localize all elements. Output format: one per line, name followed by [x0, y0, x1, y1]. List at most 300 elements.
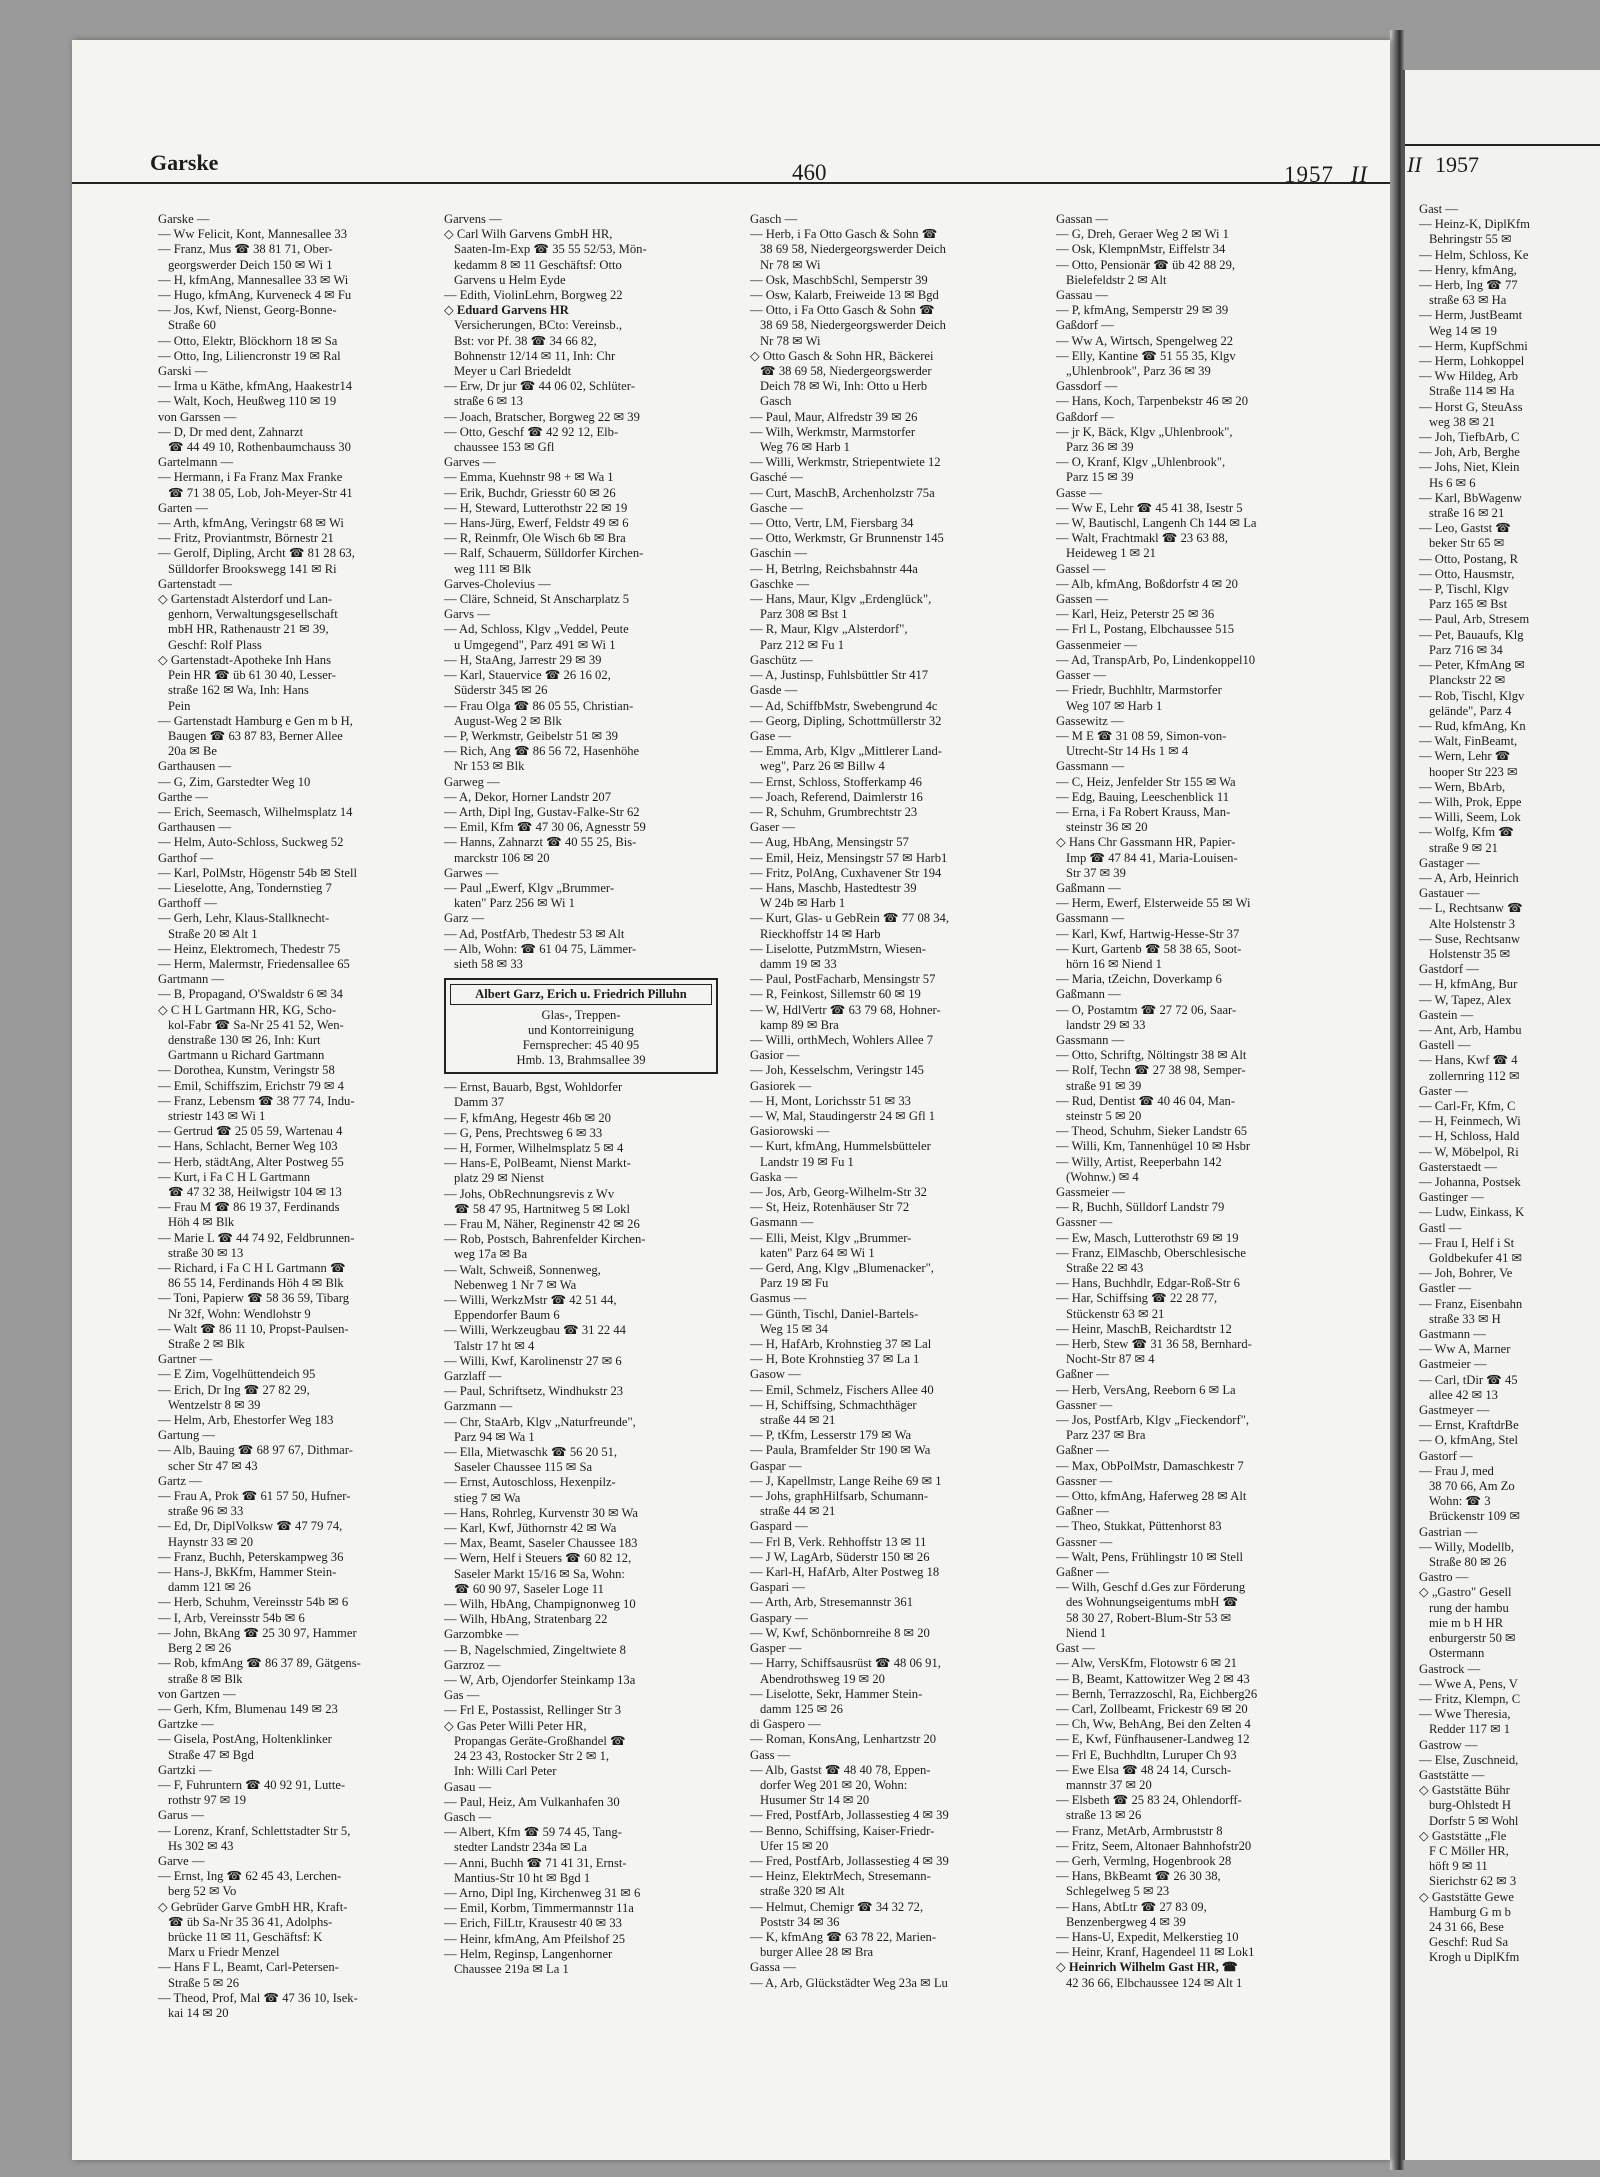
directory-entry: — Frl L, Postang, Elbchaussee 515 [1056, 622, 1235, 637]
directory-entry: — Fritz, PolAng, Cuxhavener Str 194 [750, 865, 942, 880]
directory-entry: Str 37 ✉ 39 [1066, 865, 1126, 880]
directory-entry: Saseler Chaussee 115 ✉ Sa [454, 1460, 593, 1475]
directory-entry: Ufer 15 ✉ 20 [760, 1838, 829, 1853]
facing-entry: — Johanna, Postsek [1419, 1175, 1521, 1189]
directory-entry: — Willi, Werkzeugbau ☎ 31 22 44 [444, 1323, 626, 1338]
directory-entry: — Willi, Werkmstr, Striepentwiete 12 [750, 455, 941, 470]
directory-entry: — Benno, Schiffsing, Kaiser-Friedr- [750, 1823, 935, 1838]
directory-entry: — Wilh, Werkmstr, Marmstorfer [750, 424, 916, 439]
directory-entry: — Gertrud ☎ 25 05 59, Wartenau 4 [158, 1124, 343, 1139]
directory-entry: katen" Parz 64 ✉ Wi 1 [760, 1245, 875, 1260]
surname-heading: Gasser — [1056, 668, 1107, 683]
surname-heading: Gassner — [1056, 1534, 1113, 1549]
surname-heading: Garwes — [444, 865, 499, 880]
surname-heading: Garthausen — [158, 820, 232, 835]
facing-page [1402, 70, 1600, 2160]
directory-entry: — H, Steward, Lutterothstr 22 ✉ 19 [444, 500, 628, 515]
directory-entry: — Toni, Papierw ☎ 58 36 59, Tibarg [158, 1291, 350, 1306]
facing-entry: — Rud, kfmAng, Kn [1419, 718, 1526, 733]
directory-entry: straße 44 ✉ 21 [760, 1413, 836, 1428]
facing-entry: — Joh, TiefbArb, C [1419, 430, 1520, 445]
facing-entry: — Wilh, Prok, Eppe [1419, 794, 1522, 809]
directory-entry: — H, Schiffsing, Schmachthäger [750, 1397, 917, 1412]
facing-entry: weg 38 ✉ 21 [1429, 414, 1496, 429]
directory-entry: Mantius-Str 10 ht ✉ Bgd 1 [454, 1870, 591, 1885]
directory-entry: — Hans-J, BkKfm, Hammer Stein- [158, 1565, 337, 1580]
directory-entry: Nr 153 ✉ Blk [454, 759, 525, 774]
directory-entry: — Ad, Schloss, Klgv „Veddel, Peute [444, 622, 629, 637]
directory-entry: — Heinr, kfmAng, Am Pfeilshof 25 [444, 1931, 626, 1946]
directory-entry: — Paul, PostFacharb, Mensingstr 57 [750, 972, 936, 987]
facing-entry: Krogh u DiplKfm [1429, 1950, 1520, 1965]
directory-entry: — Ew, Masch, Lutterothstr 69 ✉ 19 [1056, 1230, 1239, 1245]
surname-heading: Gaser — [750, 820, 796, 835]
surname-heading: Gassdorf — [1056, 379, 1118, 394]
directory-entry: — Franz, ElMaschb, Oberschlesische [1056, 1245, 1246, 1260]
directory-entry: — Jos, Kwf, Nienst, Georg-Bonne- [158, 303, 337, 318]
surname-heading: Gartmann — [158, 972, 225, 987]
directory-entry: — Frl B, Verk. Rehhoffstr 13 ✉ 11 [750, 1534, 927, 1549]
surname-heading: Gast — [1056, 1641, 1095, 1656]
facing-surname-heading: Gastro — [1419, 1570, 1469, 1585]
facing-entry: — Leo, Gastst ☎ [1419, 521, 1511, 536]
directory-entry: — Alw, VersKfm, Flotowstr 6 ✉ 21 [1056, 1656, 1237, 1671]
directory-entry: — Johs, graphHilfsarb, Schumann- [750, 1489, 929, 1504]
directory-entry: — Frl E, Postassist, Rellinger Str 3 [444, 1703, 622, 1718]
facing-surname-heading: Gastrock — [1419, 1661, 1481, 1676]
facing-entry: — Joh, Arb, Berghe [1419, 445, 1520, 460]
directory-entry: — Wilh, HbAng, Champignonweg 10 [444, 1597, 636, 1612]
directory-entry: — Otto, Geschf ☎ 42 92 12, Elb- [444, 424, 619, 439]
directory-entry: — Ewe Elsa ☎ 48 24 14, Cursch- [1056, 1762, 1232, 1777]
directory-entry: — Joach, Referend, Daimlerstr 16 [750, 789, 923, 804]
directory-entry: — Anni, Buchh ☎ 71 41 31, Ernst- [444, 1855, 627, 1870]
directory-entry: genhorn, Verwaltungsgesellschaft [168, 607, 338, 622]
directory-entry: — Jos, PostfArb, Klgv „Fieckendorf", [1056, 1413, 1249, 1428]
directory-entry: — Erich, Dr Ing ☎ 27 82 29, [158, 1382, 310, 1397]
surname-heading: Gaßner — [1056, 1504, 1109, 1519]
directory-entry: — H, HafArb, Krohnstieg 37 ✉ Lal [750, 1337, 932, 1352]
directory-entry: — R, Buchh, Sülldorf Landstr 79 [1056, 1200, 1225, 1215]
directory-entry: Garvens u Helm Eyde [454, 272, 566, 287]
directory-entry: — Frau Olga ☎ 86 05 55, Christian- [444, 698, 634, 713]
facing-entry: Dorfstr 5 ✉ Wohl [1429, 1813, 1519, 1828]
directory-entry: georgswerder Deich 150 ✉ Wi 1 [168, 257, 333, 272]
directory-entry: katen" Parz 256 ✉ Wi 1 [454, 896, 575, 911]
facing-entry: — Ernst, KraftdrBe [1419, 1418, 1519, 1433]
directory-entry: Weg 15 ✉ 34 [760, 1321, 828, 1336]
facing-entry: allee 42 ✉ 13 [1429, 1387, 1498, 1402]
facing-entry: — L, Rechtsanw ☎ [1419, 901, 1523, 916]
directory-entry: Poststr 34 ✉ 36 [760, 1914, 840, 1929]
facing-entry: — Frau J, med [1419, 1463, 1494, 1478]
surname-heading: Garve — [158, 1853, 205, 1868]
surname-heading: Garvs — [444, 607, 490, 622]
directory-entry: — Hans, AbtLtr ☎ 27 83 09, [1056, 1899, 1207, 1914]
column-4 [1056, 212, 1334, 1991]
directory-entry: — H, kfmAng, Mannesallee 33 ✉ Wi [158, 272, 349, 287]
surname-heading: Gas — [444, 1688, 480, 1703]
directory-entry: — W, Mal, Staudingerstr 24 ✉ Gfl 1 [750, 1108, 936, 1123]
directory-entry: — Gerd, Ang, Klgv „Blumenacker", [750, 1261, 934, 1276]
surname-heading: Gaßdorf — [1056, 409, 1114, 424]
directory-entry: — Fred, PostfArb, Jollassestieg 4 ✉ 39 [750, 1808, 949, 1823]
directory-entry: — Osk, KlempnMstr, Eiffelstr 34 [1056, 242, 1226, 257]
facing-entry: Behringstr 55 ✉ [1429, 232, 1512, 247]
directory-entry: — Karl, Stauervice ☎ 26 16 02, [444, 668, 611, 683]
directory-entry: — Hans-Jürg, Ewerf, Feldstr 49 ✉ 6 [444, 516, 629, 531]
directory-entry: hörn 16 ✉ Niend 1 [1066, 956, 1162, 971]
directory-entry: — A, Justinsp, Fuhlsbüttler Str 417 [750, 668, 929, 683]
directory-entry: — Otto, i Fa Otto Gasch & Sohn ☎ [750, 303, 935, 318]
directory-entry: — Gisela, PostAng, Holtenklinker [158, 1732, 332, 1747]
facing-entry: — O, kfmAng, Stel [1419, 1433, 1518, 1448]
directory-entry: Niend 1 [1066, 1625, 1107, 1640]
directory-entry: — Ernst, Bauarb, Bgst, Wohldorfer [444, 1080, 623, 1095]
directory-entry: Nr 32f, Wohn: Wendlohstr 9 [168, 1306, 311, 1321]
surname-heading: Gasmann — [750, 1215, 814, 1230]
surname-heading: Garten — [158, 500, 209, 515]
facing-entry: rung der hambu [1429, 1600, 1509, 1615]
directory-entry: — K, kfmAng ☎ 63 78 22, Marien- [750, 1929, 937, 1944]
directory-entry: ◇ Otto Gasch & Sohn HR, Bäckerei [750, 348, 934, 363]
directory-entry: — J W, LagArb, Süderstr 150 ✉ 26 [750, 1549, 930, 1564]
directory-entry: Inh: Willi Carl Peter [454, 1764, 557, 1779]
directory-entry: — G, Zim, Garstedter Weg 10 [158, 774, 311, 789]
facing-entry: 38 70 66, Am Zo [1429, 1479, 1515, 1494]
directory-entry: — W, Kwf, Schönbornreihe 8 ✉ 20 [750, 1625, 930, 1640]
directory-entry: — W, Arb, Ojendorfer Steinkamp 13a [444, 1673, 636, 1688]
directory-entry: ◇ Heinrich Wilhelm Gast HR, ☎ [1056, 1960, 1238, 1975]
directory-entry: brücke 11 ✉ 11, Geschäftsf: K [168, 1929, 323, 1944]
facing-entry: — Herm, JustBeamt [1419, 308, 1523, 323]
facing-surname-heading: Gaster — [1419, 1083, 1468, 1098]
directory-entry: — Emil, Kfm ☎ 47 30 06, Agnesstr 59 [444, 820, 646, 835]
directory-entry: Imp ☎ 47 84 41, Maria-Louisen- [1066, 850, 1238, 865]
directory-entry: berg 52 ✉ Vo [168, 1884, 237, 1899]
directory-entry: ◇ Gartenstadt Alsterdorf und Lan- [158, 592, 333, 607]
surname-heading: Gassenmeier — [1056, 637, 1137, 652]
facing-entry: Straße 80 ✉ 26 [1429, 1555, 1507, 1570]
directory-entry: — Rud, Dentist ☎ 40 46 04, Man- [1056, 1093, 1236, 1108]
directory-entry: 20a ✉ Be [168, 744, 218, 759]
directory-entry: Höh 4 ✉ Blk [168, 1215, 235, 1230]
directory-entry: — C, Heiz, Jenfelder Str 155 ✉ Wa [1056, 774, 1236, 789]
facing-header-rule [1405, 108, 1600, 146]
surname-heading: Gassewitz — [1056, 713, 1124, 728]
directory-entry: — D, Dr med dent, Zahnarzt [158, 424, 304, 439]
facing-entry: 24 31 66, Bese [1429, 1919, 1504, 1934]
directory-entry: weg 111 ✉ Blk [454, 561, 532, 576]
directory-entry: — Joh, Kesselschm, Veringstr 145 [750, 1063, 924, 1078]
directory-entry: sieth 58 ✉ 33 [454, 956, 523, 971]
directory-entry: — Georg, Dipling, Schottmüllerstr 32 [750, 713, 942, 728]
directory-entry: kai 14 ✉ 20 [168, 2005, 229, 2020]
directory-entry: — Alb, Bauing ☎ 68 97 67, Dithmar- [158, 1443, 353, 1458]
surname-heading: Gass — [750, 1747, 791, 1762]
directory-entry: — Emil, Korbm, Timmermannstr 11a [444, 1901, 634, 1916]
directory-entry: — Rolf, Techn ☎ 27 38 98, Semper- [1056, 1063, 1246, 1078]
facing-roman: II [1407, 152, 1422, 177]
directory-entry: straße 13 ✉ 26 [1066, 1808, 1142, 1823]
directory-entry: — Elsbeth ☎ 25 83 24, Ohlendorff- [1056, 1793, 1242, 1808]
directory-entry: — J, Kapellmstr, Lange Reihe 69 ✉ 1 [750, 1473, 942, 1488]
directory-entry: — G, Dreh, Geraer Weg 2 ✉ Wi 1 [1056, 227, 1229, 242]
facing-entry: — Else, Zuschneid, [1419, 1752, 1519, 1767]
directory-entry: — Helm, Arb, Ehestorfer Weg 183 [158, 1413, 334, 1428]
directory-entry: — P, kfmAng, Semperstr 29 ✉ 39 [1056, 303, 1229, 318]
directory-entry: Süderstr 345 ✉ 26 [454, 683, 548, 698]
directory-entry: — Paul „Ewerf, Klgv „Brummer- [444, 880, 615, 895]
surname-heading: Gaspar — [750, 1458, 802, 1473]
directory-entry: kamp 89 ✉ Bra [760, 1017, 839, 1032]
directory-entry: — Heinz, Elektromech, Thedestr 75 [158, 941, 341, 956]
directory-entry: — Ad, TranspArb, Po, Lindenkoppel10 [1056, 652, 1256, 667]
directory-entry: — Gartenstadt Hamburg e Gen m b H, [158, 713, 353, 728]
directory-entry: — Karl-H, HafArb, Alter Postweg 18 [750, 1565, 940, 1580]
directory-entry: Parz 212 ✉ Fu 1 [760, 637, 845, 652]
facing-entry: ◇ Gaststätte Bühr [1419, 1783, 1510, 1798]
directory-entry: — Lorenz, Kranf, Schlettstadter Str 5, [158, 1823, 351, 1838]
directory-entry: straße 96 ✉ 33 [168, 1504, 244, 1519]
facing-entry: — Willi, Seem, Lok [1419, 810, 1521, 825]
directory-entry: — Hans, Maschb, Hastedtestr 39 [750, 880, 917, 895]
directory-entry: — Hans, BkBeamt ☎ 26 30 38, [1056, 1869, 1221, 1884]
directory-entry: — Ernst, Ing ☎ 62 45 43, Lerchen- [158, 1869, 342, 1884]
directory-entry: — Ad, SchiffbMstr, Swebengrund 4c [750, 698, 938, 713]
directory-entry: ◇ Eduard Garvens HR [444, 303, 569, 318]
directory-entry: kol-Fabr ☎ Sa-Nr 25 41 52, Wen- [168, 1017, 344, 1032]
directory-entry: — O, Postamtm ☎ 27 72 06, Saar- [1056, 1002, 1237, 1017]
surname-heading: Garz — [444, 911, 485, 926]
surname-heading: Gaspard — [750, 1519, 808, 1534]
surname-heading: Gartzke — [158, 1717, 214, 1732]
directory-entry: denstraße 130 ✉ 26, Inh: Kurt [168, 1032, 321, 1047]
directory-entry: Nebenweg 1 Nr 7 ✉ Wa [454, 1277, 577, 1292]
surname-heading: Garthe — [158, 789, 209, 804]
directory-entry: — R, Feinkost, Sillemstr 60 ✉ 19 [750, 987, 921, 1002]
directory-entry: damm 125 ✉ 26 [760, 1701, 843, 1716]
directory-entry: ☎ üb Sa-Nr 35 36 41, Adolphs- [168, 1914, 333, 1929]
directory-entry: 24 23 43, Rostocker Str 2 ✉ 1, [454, 1749, 610, 1764]
directory-entry: — Franz, MetArb, Armbruststr 8 [1056, 1823, 1223, 1838]
directory-entry: — Karl, Kwf, Hartwig-Hesse-Str 37 [1056, 926, 1240, 941]
directory-entry: — B, Nagelschmied, Zingeltwiete 8 [444, 1642, 626, 1657]
directory-entry: — Hans-U, Expedit, Melkerstieg 10 [1056, 1929, 1239, 1944]
directory-entry: — Hans, Koch, Tarpenbekstr 46 ✉ 20 [1056, 394, 1249, 409]
facing-entry: — Otto, Hausmstr, [1419, 566, 1515, 581]
surname-heading: Garvens — [444, 212, 502, 226]
directory-entry: dorfer Weg 201 ✉ 20, Wohn: [760, 1777, 908, 1792]
facing-entry: — Herm, Lohkoppel [1419, 354, 1525, 369]
surname-heading: Gassmann — [1056, 911, 1125, 926]
directory-entry: — Gerolf, Dipling, Archt ☎ 81 28 63, [158, 546, 355, 561]
surname-heading: Gassmeier — [1056, 1185, 1125, 1199]
facing-entry: Parz 165 ✉ Bst [1429, 597, 1508, 612]
column-3 [750, 212, 1028, 1991]
directory-entry: — I, Arb, Vereinsstr 54b ✉ 6 [158, 1610, 305, 1625]
directory-entry: — Wern, Helf i Steuers ☎ 60 82 12, [444, 1551, 632, 1566]
directory-entry: Hs 302 ✉ 43 [168, 1838, 234, 1853]
directory-entry: ◇ Gartenstadt-Apotheke Inh Hans [158, 652, 332, 667]
directory-entry: — Albert, Kfm ☎ 59 74 45, Tang- [444, 1825, 622, 1840]
surname-heading: Gasche — [750, 500, 803, 515]
directory-entry: Parz 308 ✉ Bst 1 [760, 607, 848, 622]
facing-surname-heading: Gastinger — [1419, 1190, 1484, 1205]
facing-entry: Weg 14 ✉ 19 [1429, 323, 1497, 338]
facing-entry: — Wwe Theresia, [1419, 1707, 1511, 1722]
directory-entry: — Arth, kfmAng, Veringstr 68 ✉ Wi [158, 516, 344, 531]
directory-entry: — Ralf, Schauerm, Sülldorfer Kirchen- [444, 546, 644, 561]
directory-entry: ◇ Gas Peter Willi Peter HR, [444, 1718, 587, 1733]
surname-heading: Gaßdorf — [1056, 318, 1114, 333]
directory-entry: — Karl, Kwf, Jüthornstr 42 ✉ Wa [444, 1521, 617, 1536]
surname-heading: Gassner — [1056, 1215, 1113, 1230]
facing-entry: — P, Tischl, Klgv [1419, 582, 1509, 597]
directory-entry: platz 29 ✉ Nienst [454, 1171, 544, 1186]
directory-entry: des Wohnungseigentums mbH ☎ [1066, 1595, 1239, 1610]
directory-entry: — Arno, Dipl Ing, Kirchenweg 31 ✉ 6 [444, 1885, 641, 1900]
directory-entry: — A, Arb, Glückstädter Weg 23a ✉ Lu [750, 1975, 948, 1990]
directory-entry: — Elli, Meist, Klgv „Brummer- [750, 1230, 912, 1245]
surname-heading: Gaschin — [750, 546, 808, 561]
facing-entry: straße 33 ✉ H [1429, 1311, 1501, 1326]
directory-entry: Parz 237 ✉ Bra [1066, 1428, 1146, 1443]
header-rule [72, 146, 1390, 184]
directory-entry: — Willi, orthMech, Wohlers Allee 7 [750, 1032, 934, 1047]
surname-heading: Garthausen — [158, 759, 232, 774]
surname-heading: Gassau — [1056, 288, 1109, 303]
surname-heading: Garske — [158, 212, 210, 226]
surname-heading: Garthoff — [158, 896, 217, 911]
facing-entry: — Wwe A, Pens, V [1419, 1676, 1518, 1691]
directory-entry: — Emil, Heiz, Mensingstr 57 ✉ Harb1 [750, 850, 948, 865]
page-number: 460 [792, 160, 827, 185]
directory-entry: — Wilh, HbAng, Stratenbarg 22 [444, 1612, 608, 1627]
facing-entry: Ostermann [1429, 1646, 1485, 1661]
directory-entry: Straße 60 [168, 318, 216, 333]
facing-entry: Redder 117 ✉ 1 [1429, 1722, 1511, 1737]
directory-entry: — Frau M ☎ 86 19 37, Ferdinands [158, 1200, 340, 1215]
facing-entry: — Ww Hildeg, Arb [1419, 369, 1519, 384]
directory-entry: burger Allee 28 ✉ Bra [760, 1945, 874, 1960]
directory-entry: — Paul, Schriftsetz, Windhukstr 23 [444, 1384, 624, 1399]
facing-surname-heading: Gastein — [1419, 1007, 1474, 1022]
facing-entry: — Carl, tDir ☎ 45 [1419, 1372, 1518, 1387]
advertisement-box [444, 978, 718, 1074]
directory-entry: — Maria, tZeichn, Doverkamp 6 [1056, 972, 1222, 987]
directory-entry: — Hermann, i Fa Franz Max Franke [158, 470, 343, 485]
directory-entry: straße 44 ✉ 21 [760, 1504, 836, 1519]
directory-entry: — Arth, Arb, Stresemannstr 361 [750, 1595, 914, 1610]
facing-year: 1957 [1435, 152, 1479, 177]
directory-entry: Parz 19 ✉ Fu [760, 1276, 829, 1291]
surname-heading: Gassner — [1056, 1397, 1113, 1412]
surname-heading: Gaska — [750, 1169, 798, 1184]
directory-entry: Parz 94 ✉ Wa 1 [454, 1429, 535, 1444]
directory-entry: Straße 22 ✉ 43 [1066, 1261, 1144, 1276]
directory-entry: — Helm, Reginsp, Langenhorner [444, 1946, 613, 1961]
facing-surname-heading: Gastrian — [1419, 1524, 1478, 1539]
directory-entry: stedter Landstr 234a ✉ La [454, 1840, 587, 1855]
facing-entry: — Pet, Bauaufs, Klg [1419, 627, 1524, 642]
directory-entry: — Paul, Heiz, Am Vulkanhafen 30 [444, 1794, 620, 1809]
directory-entry: — Herb, städtAng, Alter Postweg 55 [158, 1154, 344, 1169]
directory-entry: mbH HR, Rathenaustr 21 ✉ 39, [168, 622, 329, 637]
directory-entry: Chaussee 219a ✉ La 1 [454, 1961, 569, 1976]
directory-entry: — Wilh, Geschf d.Ges zur Förderung [1056, 1580, 1246, 1595]
facing-surname-heading: Gast — [1419, 202, 1458, 216]
directory-entry: Weg 107 ✉ Harb 1 [1066, 698, 1163, 713]
facing-entry: — Rob, Tischl, Klgv [1419, 688, 1525, 703]
surname-heading: Gaßmann — [1056, 880, 1121, 895]
directory-entry: rothstr 97 ✉ 19 [168, 1793, 247, 1808]
directory-entry: — Otto, Werkmstr, Gr Brunnenstr 145 [750, 531, 944, 546]
facing-surname-heading: Gastmeier — [1419, 1357, 1487, 1372]
directory-entry: — B, Propagand, O'Swaldstr 6 ✉ 34 [158, 987, 343, 1002]
directory-entry: — H, Former, Wilhelmsplatz 5 ✉ 4 [444, 1140, 624, 1155]
directory-entry: — Chr, StaArb, Klgv „Naturfreunde", [444, 1414, 636, 1429]
directory-entry: straße 320 ✉ Alt [760, 1884, 845, 1899]
facing-surname-heading: Gastorf — [1419, 1448, 1473, 1463]
directory-entry: Baugen ☎ 63 87 83, Berner Allee [168, 728, 343, 743]
directory-entry: ◇ C H L Gartmann HR, KG, Scho- [158, 1002, 337, 1017]
directory-entry: Bielefeldstr 2 ✉ Alt [1066, 272, 1167, 287]
directory-entry: 38 69 58, Niedergeorgswerder Deich [760, 242, 946, 257]
facing-surname-heading: Gastrow — [1419, 1737, 1478, 1752]
directory-entry: — Ad, PostfArb, Thedestr 53 ✉ Alt [444, 926, 625, 941]
directory-entry: Nocht-Str 87 ✉ 4 [1066, 1352, 1155, 1367]
directory-entry: — Kurt, i Fa C H L Gartmann [158, 1169, 311, 1184]
directory-entry: — Walt, Pens, Frühlingstr 10 ✉ Stell [1056, 1549, 1244, 1564]
facing-entry: — Wolfg, Kfm ☎ [1419, 825, 1514, 840]
directory-entry: Rieckhoffstr 14 ✉ Harb [760, 926, 881, 941]
surname-heading: Garves — [444, 455, 496, 470]
directory-entry: straße 6 ✉ 13 [454, 394, 523, 409]
directory-entry: damm 121 ✉ 26 [168, 1580, 251, 1595]
directory-entry: — Otto, Elektr, Blöckhorn 18 ✉ Sa [158, 333, 338, 348]
directory-entry: — Hans, Rohrleg, Kurvenstr 30 ✉ Wa [444, 1505, 638, 1520]
directory-entry: Bohnenstr 12/14 ✉ 11, Inh: Chr [454, 348, 616, 363]
facing-entry: — Walt, FinBeamt, [1419, 734, 1518, 749]
directory-entry: mannstr 37 ✉ 20 [1066, 1777, 1152, 1792]
directory-entry: Husumer Str 14 ✉ 20 [760, 1793, 870, 1808]
directory-entry: stieg 7 ✉ Wa [454, 1490, 521, 1505]
surname-heading: Gasmus — [750, 1291, 807, 1306]
facing-entry: Hamburg G m b [1429, 1904, 1511, 1919]
surname-heading: von Garssen — [158, 409, 237, 424]
surname-heading: Gartenstadt — [158, 576, 232, 591]
directory-entry: — Franz, Mus ☎ 38 81 71, Ober- [158, 242, 333, 257]
facing-entry: straße 63 ✉ Ha [1429, 293, 1507, 308]
directory-entry: — Herb, VersAng, Reeborn 6 ✉ La [1056, 1382, 1236, 1397]
directory-entry: Propangas Geräte-Großhandel ☎ [454, 1733, 626, 1748]
directory-entry: Straße 5 ✉ 26 [168, 1975, 240, 1990]
directory-entry: — Dorothea, Kunstm, Veringstr 58 [158, 1063, 335, 1078]
directory-entry: — Roman, KonsAng, Lenhartzstr 20 [750, 1732, 937, 1747]
directory-entry: — Heinr, Kranf, Hagendeel 11 ✉ Lok1 [1056, 1945, 1255, 1960]
facing-entry: — Herb, Ing ☎ 77 [1419, 278, 1518, 293]
directory-entry: — Herm, Ewerf, Elsterweide 55 ✉ Wi [1056, 896, 1251, 911]
facing-entry: — Ww A, Marner [1419, 1342, 1511, 1357]
facing-entry: beker Str 65 ✉ [1429, 536, 1505, 551]
surname-heading: Gaßner — [1056, 1565, 1109, 1580]
directory-entry: weg", Parz 26 ✉ Billw 4 [760, 759, 885, 774]
facing-column [1419, 202, 1600, 1966]
directory-entry: landstr 29 ✉ 33 [1066, 1017, 1146, 1032]
facing-entry: F C Möller HR, [1429, 1843, 1509, 1858]
facing-entry: Alte Holstenstr 3 [1429, 916, 1516, 931]
